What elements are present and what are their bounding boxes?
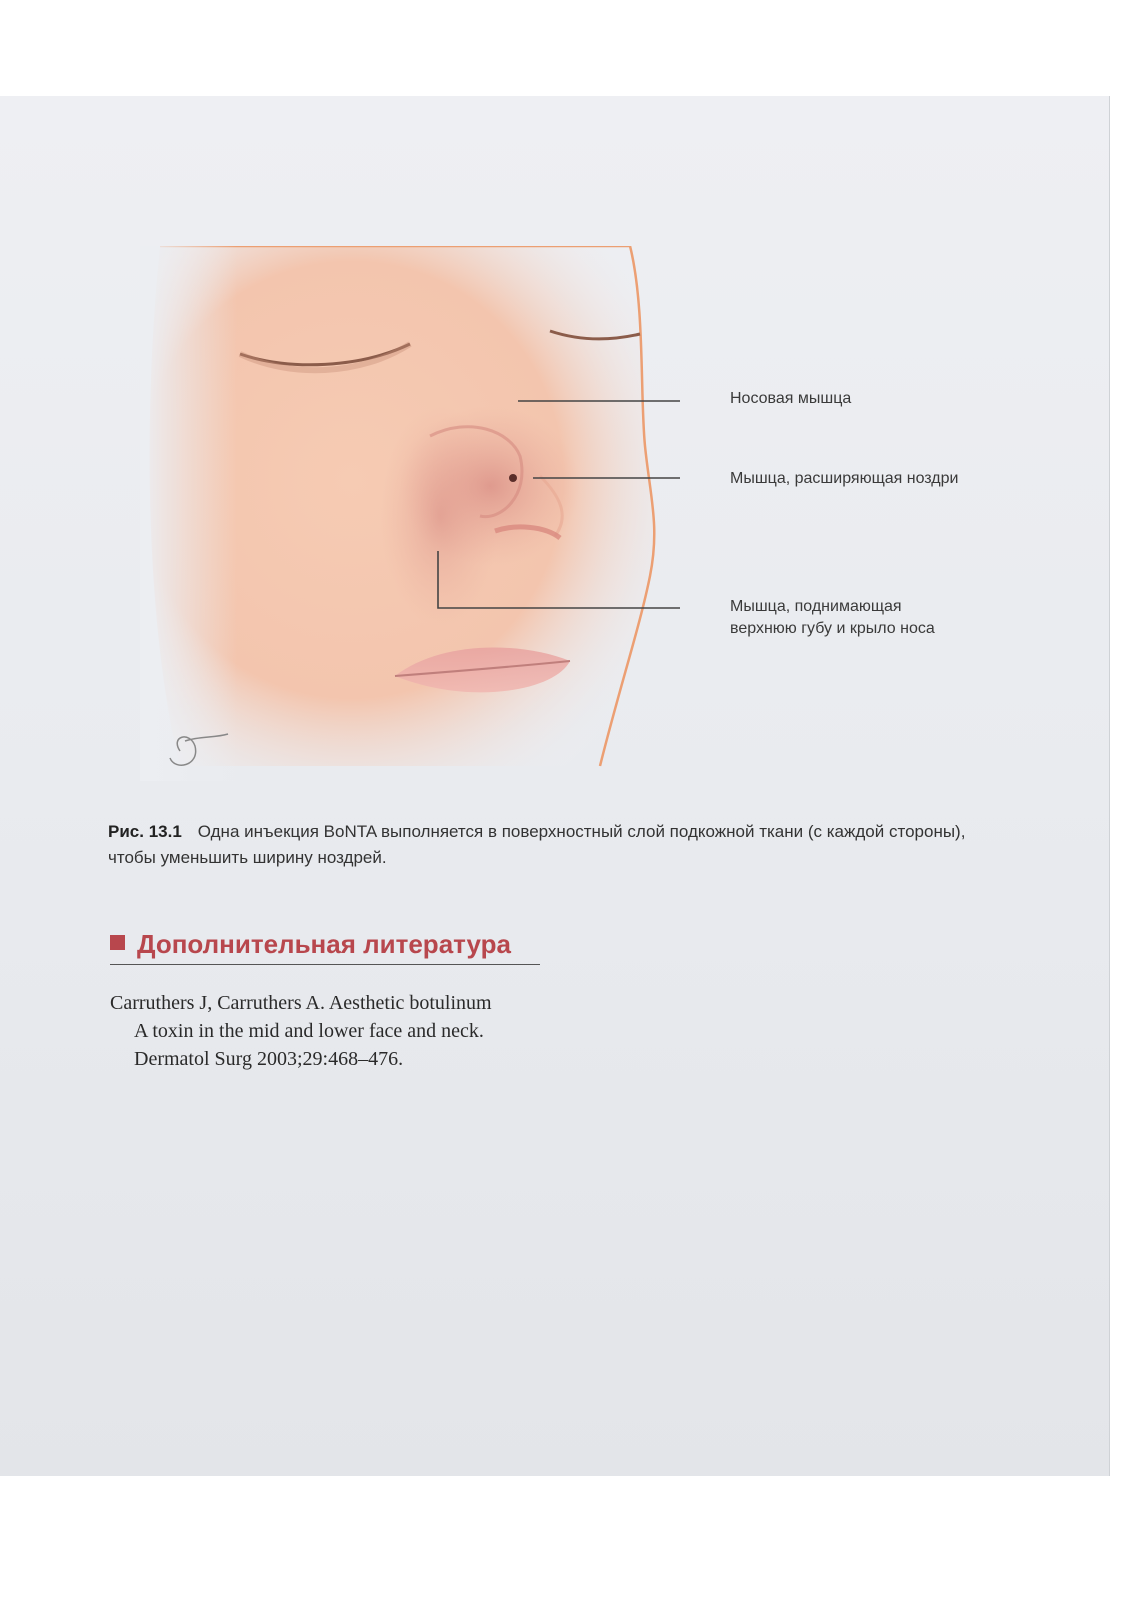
reference-line-1: Carruthers J, Carruthers A. Aesthetic botulinum — [110, 992, 492, 1014]
label-levator-line2: верхнюю губу и крыло носа — [730, 620, 935, 637]
section-marker-icon — [110, 935, 125, 950]
section-heading — [110, 929, 540, 965]
label-dilator-naris: Мышца, расширяющая ноздри — [730, 470, 959, 487]
label-levator-labii — [730, 596, 935, 640]
face-illustration — [140, 246, 680, 781]
reference-item — [110, 989, 550, 1073]
injection-point — [509, 474, 517, 482]
book-page — [0, 96, 1110, 1476]
reference-line-3: Dermatol Surg 2003;29:468–476. — [134, 1048, 404, 1070]
section-title: Дополнительная литература — [137, 929, 511, 959]
label-nasalis: Носовая мышца — [730, 390, 852, 407]
reference-line-2: A toxin in the mid and lower face and neck. — [134, 1020, 484, 1042]
label-levator-line1: Мышца, поднимающая — [730, 598, 902, 615]
figure-caption-text: Одна инъекция BoNTA выполняется в поверхностный слой подкожной ткани (с каждой стороны), чтобы уменьшить ширину ноздрей. — [108, 822, 966, 867]
figure-caption — [108, 819, 1008, 871]
figure-number: Рис. 13.1 — [108, 822, 182, 841]
